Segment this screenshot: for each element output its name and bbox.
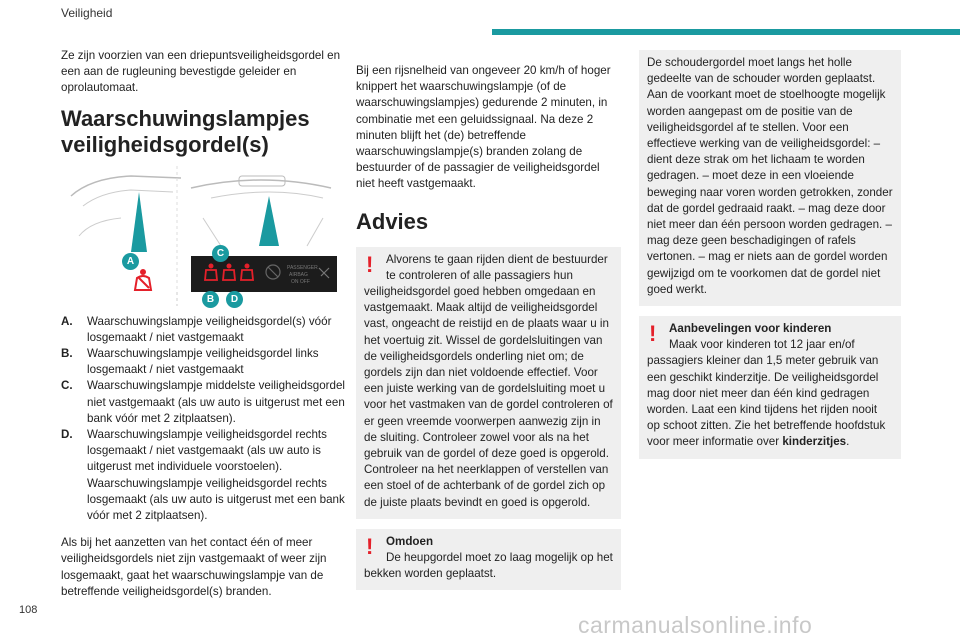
definition-item	[61, 378, 349, 427]
definition-key: C.	[61, 379, 73, 393]
column-right	[639, 50, 901, 459]
children-title: Aanbevelingen voor kinderen	[669, 322, 832, 336]
children-box	[639, 316, 901, 459]
warning-icon: !	[366, 533, 374, 559]
shoulder-belt-text: De schoudergordel moet langs het holle gedeelte van de schouder worden geplaatst. Aan de voorkant moet de stoelhoogte mogelijk worden aangepast om de positie van de veiligheidsgordel af te stellen. Voor een effectieve werking van de veiligheidsgordel: – dient deze strak om het lichaam te worden gedragen. – moet deze in een vloeiende beweging naar voren worden getrokken, zonder dat de gordel gedraaid raakt. – mag deze door niet meer dan één persoon worden gedragen. – mag deze geen beschadigingen of rafels vertonen. – mag er niets aan de gordel worden gewijzigd om te voorkomen dat de gordel niet goed werkt.	[647, 56, 893, 296]
definition-item	[61, 346, 349, 378]
label-d-badge: D	[226, 291, 243, 308]
column-middle	[356, 63, 621, 590]
intro-text: Ze zijn voorzien van een driepuntsveiligheidsgordel en een aan de rugleuning bevestigde geleider en oprolautomaat.	[61, 49, 341, 95]
warning-box-text: veiligheidsgordel goed hebben omgedaan en vastgemaakt. Maak altijd de veiligheidsgordel vast, ongeacht de reistijd en de plaats waar u in het voertuig zit. Wissel de gordelsluitingen van de veiligheidsgordels onderling niet om; de gordels zijn dan niet voldoende effectief. Voor een juiste werking van de gordelsluiting moet u voor het vastmaken van de gordel controleren of er geen vreemde voorwerpen aanwezig zijn in de sluiting. Controleer zowel voor als na het gebruik van de gordel of deze goed is opgerold. Controleer na het neerklappen of verstellen van een stoel of de achterbank of de gordel zich op de juiste plaats bevindt en goed is opgerold.	[364, 285, 613, 509]
definition-item	[61, 314, 349, 346]
fastening-box	[356, 529, 621, 591]
advice-heading: Advies	[356, 208, 429, 234]
definition-text: Waarschuwingslampje veiligheidsgordel rechts losgemaakt / niet vastgemaakt (als uw auto is uitgerust met individuele voorstoelen). Waarschuwingslampje veiligheidsgordel rechts losgemaakt (als uw auto is uitgerust met een bank vóór met 2 zitplaatsen).	[87, 428, 345, 523]
outro-text: Als bij het aanzetten van het contact één of meer veiligheidsgordels niet zijn vastgemaakt of weer zijn losgemaakt, gaat het waarschuwingslampje van de betreffende veiligheidsgordel(s) branden.	[61, 536, 327, 598]
speed-warning-text: Bij een rijsnelheid van ongeveer 20 km/h of hoger knippert het waarschuwingslampje (of de waarschuwingslampjes) gedurende 2 minuten, in combinatie met een geluidssignaal. Na deze 2 minuten blijft het (de) betreffende waarschuwingslampje(s) branden zolang de bestuurder of de passagier de veiligheidsgordel niet heeft vastgemaakt.	[356, 64, 611, 191]
label-a-badge: A	[122, 253, 139, 270]
seatbelt-lamp-icon	[135, 269, 151, 290]
fastening-text: bekken worden geplaatst.	[364, 567, 497, 581]
definition-item	[61, 427, 349, 524]
watermark: carmanualsonline.info	[578, 612, 813, 638]
children-text	[647, 353, 893, 450]
definition-text: Waarschuwingslampje veiligheidsgordel links losgemaakt / niet vastgemaakt	[87, 347, 319, 377]
section-heading: Waarschuwingslampjes veiligheidsgordel(s)	[61, 105, 310, 157]
children-first-line: Maak voor kinderen tot 12 jaar en/of	[669, 338, 855, 352]
children-body: passagiers kleiner dan 1,5 meter gebruik van een geschikt kinderzitje. De veiligheidsgordel mag door niet meer dan één kind gedragen worden. Laat een kind tijdens het rijden nooit op schoot zitten. Zie het betreffende hoofdstuk voor meer informatie over	[647, 354, 886, 449]
warning-icon: !	[649, 321, 657, 347]
fastening-title: Omdoen	[386, 534, 434, 548]
svg-text:PASSENGER: PASSENGER	[287, 264, 318, 271]
child-seats-term: kinderzitjes	[782, 435, 847, 449]
svg-text:ON OFF: ON OFF	[291, 278, 310, 285]
header-accent-bar	[492, 29, 960, 35]
column-left	[61, 48, 349, 600]
shoulder-belt-box	[639, 50, 901, 306]
definition-key: B.	[61, 347, 73, 361]
children-end: .	[846, 435, 850, 449]
warning-box-first-line: Alvorens te gaan rijden dient de bestuurder te controleren of alle passagiers hun	[386, 252, 608, 282]
definition-key: A.	[61, 314, 73, 328]
warning-icon: !	[366, 251, 374, 277]
definition-key: D.	[61, 428, 73, 442]
header-title: Veiligheid	[61, 6, 113, 20]
definition-text: Waarschuwingslampje middelste veiligheidsgordel niet vastgemaakt (als uw auto is uitgerust met een bank vóór met 2 zitplaatsen).	[87, 379, 345, 425]
svg-text:AIRBAG: AIRBAG	[289, 271, 308, 278]
fastening-first-line: De heupgordel moet zo laag mogelijk op het	[386, 551, 613, 565]
warning-lamps-figure	[61, 166, 349, 306]
page-number: 108	[19, 604, 38, 616]
dashboard-illustration	[61, 166, 349, 306]
definition-list	[61, 314, 349, 525]
warning-box	[356, 247, 621, 519]
label-b-badge: B	[202, 291, 219, 308]
label-c-badge: C	[212, 245, 229, 262]
definition-text: Waarschuwingslampje veiligheidsgordel(s) vóór losgemaakt / niet vastgemaakt	[87, 314, 332, 344]
